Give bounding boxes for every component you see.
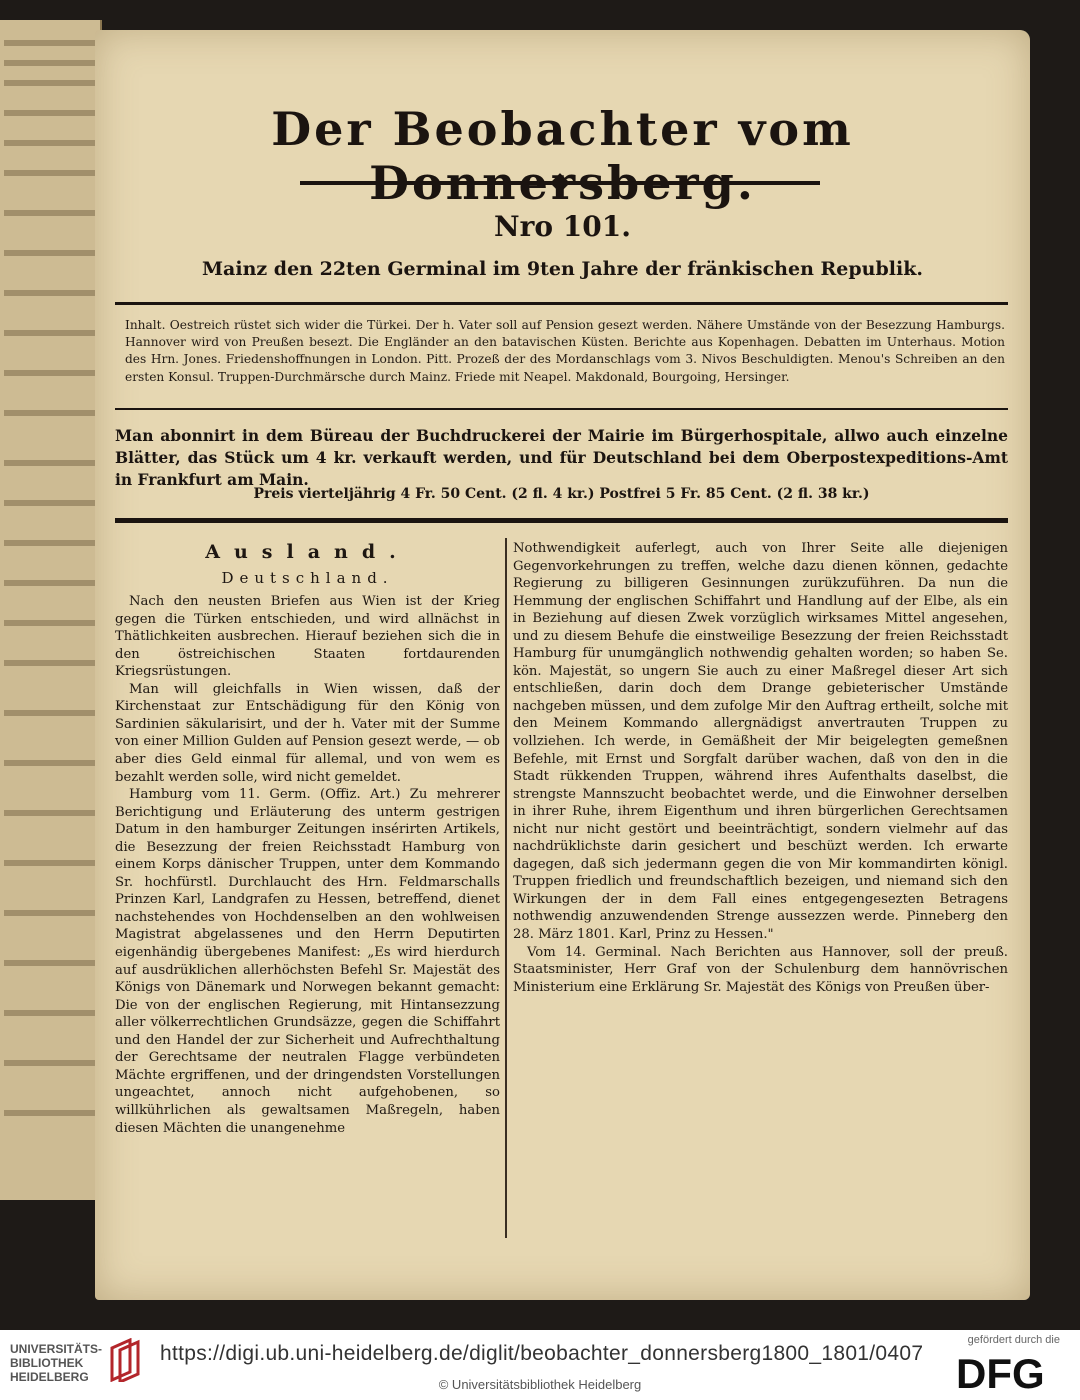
subscription-notice: Man abonnirt in dem Büreau der Buchdruckerei der Mairie im Bürgerhospitale, allwo auch einzelne Blätter, das Stück um 4 kr. verkauft werden, und für Deutschland bei dem Oberpostexpeditions-Amt in Frankfurt am Main.	[115, 426, 1008, 489]
dateline: Mainz den 22ten Germinal im 9ten Jahre der fränkischen Republik.	[202, 258, 923, 280]
viewer-footer	[0, 1330, 1080, 1400]
masthead-bottom-rule	[115, 518, 1008, 523]
left-column	[115, 540, 500, 1137]
subsection-heading: Deutschland.	[221, 568, 394, 587]
newspaper-page	[95, 30, 1030, 1300]
column-divider	[505, 538, 507, 1238]
funding-note: gefördert durch die	[967, 1334, 1060, 1346]
article-paragraph: Nothwendigkeit auferlegt, auch von Ihrer Seite alle diejenigen Gegenvorkehrungen zu treffen, welche dazu dienen können, gedachte Regierung zu billigeren Gesinnungen zurükzuführen. Da nun die Hemmung der englischen Schiffahrt und Handlung auf der Elbe, als ein in Beziehung auf diesen Zwek vorzüglich wirksames Mittel angesehen, und zu diesem Behufe die einstweilige Besezzung der freien Reichsstadt Hamburg für unumgänglich nothwendig gehalten worden; so haben Se. kön. Majestät, so ungern Sie auch zu einer Maßregel dieser Art sich entschließen, darin doch dem Drange gebieterischer Umstände nachgeben müssen, und dem zufolge Mir den Auftrag ertheilt, solche mit den Meinem Kommando allergnädigst anvertrauten Truppen zu vollziehen. Ich werde, in Gemäßheit der Mir beigelegten gemeßnen Befehle, mit Ernst und Sorgfalt darüber wachen, daß von den in die Stadt rükkenden Truppen, während ihres Aufenthalts daselbst, die strengste Mannszucht beobachtet werde, und die Einwohner derselben in ihrer Ruhe, ihrem Eigenthum und ihren bürgerlichen Gerechtsamen nicht nur nicht gestört und beeinträchtigt, sondern vielmehr auf das nachdrüklichste darin gesichert und beschüzt werden. Ich erwarte dagegen, daß sich jedermann gegen die von Mir kommandirten königl. Truppen friedlich und freundschaftlich bezeigen, und niemand sich den Wirkungen der in dem Fall eines entgegengesezten Betragens nothwendig anzuwendenden Strenge aussezzen werde. Pinneberg den 28. März 1801. Karl, Prinz zu Hessen."	[513, 541, 1008, 943]
article-paragraph: Man will gleichfalls in Wien wissen, daß der Kirchenstaat zur Entschädigung für den König von Sardinien säkularisirt, und der h. Vater mit der Summe von einer Million Gulden auf Pension gesezt werde, — ob aber dies Geld einmal für allemal, und von wem es bezahlt werden solle, wird nicht gemeldet.	[115, 681, 500, 785]
price-line: Preis vierteljährig 4 Fr. 50 Cent. (2 fl. 4 kr.) Postfrei 5 Fr. 85 Cent. (2 fl. 38 kr.)	[253, 486, 870, 502]
dfg-logo-text: DFG	[956, 1350, 1045, 1392]
article-paragraph: Nach den neusten Briefen aus Wien ist der Krieg gegen die Türken entschieden, und wird allnächst in Thätlichkeiten ausbrechen. Hierauf beziehen sich die in den östreichischen Staaten fortdaurenden Kriegsrüstungen.	[115, 594, 500, 680]
title-ornament	[300, 178, 820, 188]
library-logo-text: UNIVERSITÄTS- BIBLIOTHEK HEIDELBERG	[10, 1342, 103, 1384]
contents-summary: Inhalt. Oestreich rüstet sich wider die Türkei. Der h. Vater soll auf Pension gesezt werden. Nähere Umstände von der Besezzung Hamburgs. Hannover wird von Preußen besezt. Die Engländer an den batavischen Küsten. Berichte aus Kopenhagen. Debatten im Unterhaus. Motion des Hrn. Jones. Friedenshoffnungen in London. Pitt. Prozeß der des Mordanschlags vom 3. Nivos Beschuldigten. Menou's Schreiben an den ersten Konsul. Truppen-Durchmärsche durch Mainz. Friede mit Neapel. Makdonald, Bourgoing, Hersinger.	[125, 318, 1005, 384]
issue-number: Nro 101.	[494, 210, 631, 243]
copyright-notice: © Universitätsbibliothek Heidelberg	[438, 1377, 642, 1392]
library-logo-icon	[108, 1338, 142, 1382]
section-heading: Ausland.	[205, 541, 410, 563]
article-paragraph: Hamburg vom 11. Germ. (Offiz. Art.) Zu mehrerer Berichtigung und Erläuterung des unterm gestrigen Datum in den hamburger Zeitungen insérirten Artikels, die Besezzung der freien Reichsstadt Hamburg von einem Korps dänischer Truppen, unter dem Kommando Sr. hochfürstl. Durchlaucht des Hrn. Feldmarschalls Prinzen Karl, Landgrafen zu Hessen, betreffend, dienet nachstehendes von Hochdenselben an den wohlweisen Magistrat abgelassenes und den Herrn Deputirten eigenhändig übergebenes Manifest: „Es wird hierdurch auf ausdrüklichen allerhöchsten Befehl Sr. Majestät des Königs von Dänemark und Norwegen bekannt gemacht: Die von der englischen Regierung, mit Hintansezzung aller völkerrechtlichen Grundsäzze, gegen die Schiffahrt und den Handel der zur Sicherheit und Aufrechthaltung der Gerechtsame der neutralen Flagge verbündeten Mächte ergriffenen, und der dringendsten Vorstellungen ungeachtet, annoch nicht aufgehobenen, so willkührlichen als gewaltsamen Maßregeln, haben diesen Mächten die unangenehme	[115, 787, 500, 1136]
previous-page-edge	[0, 20, 102, 1200]
permalink-url[interactable]: https://digi.ub.uni-heidelberg.de/diglit/beobachter_donnersberg1800_1801/0407	[160, 1342, 924, 1365]
contents-rule	[115, 408, 1008, 410]
masthead-title: Der Beobachter vom	[271, 102, 854, 156]
top-rule	[115, 302, 1008, 305]
dfg-logo-icon	[952, 1348, 1062, 1392]
right-column	[513, 540, 1008, 996]
article-paragraph: Vom 14. Germinal. Nach Berichten aus Hannover, soll der preuß. Staatsminister, Herr Graf von der Schulenburg dem hannövrischen Ministerium eine Erklärung Sr. Majestät des Königs von Preußen über-	[513, 944, 1008, 995]
